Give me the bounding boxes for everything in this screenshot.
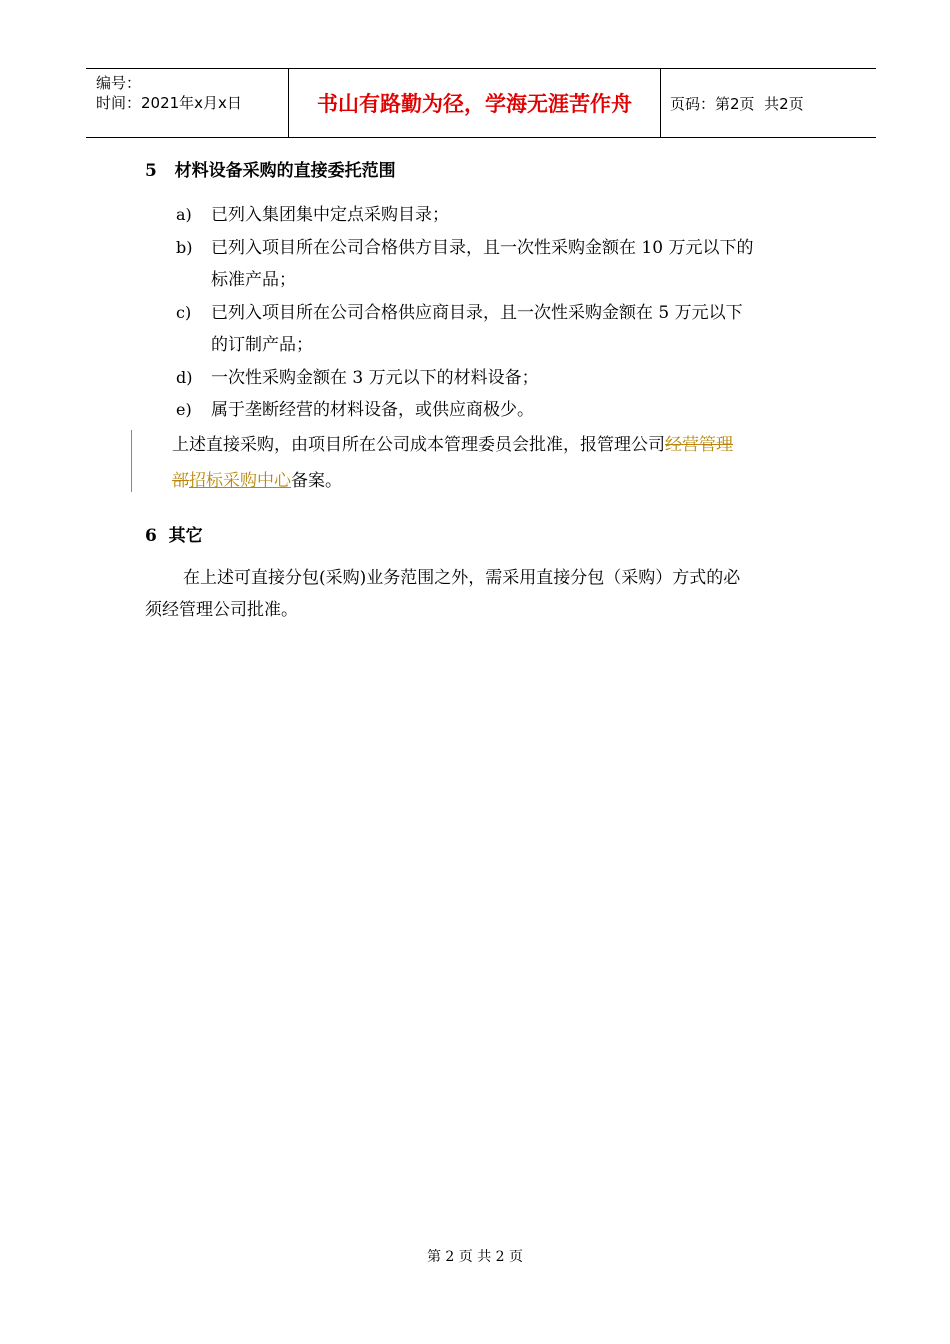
item-b-line1: 已列入项目所在公司合格供方目录，且一次性采购金额在 10 万元以下的	[211, 238, 754, 258]
page-footer: 第 2 页 共 2 页	[426, 1249, 524, 1265]
inserted-text: 招标采购中心	[189, 471, 291, 491]
header-motto: 书山有路勤为径，学海无涯苦作舟	[288, 69, 661, 137]
item-c-line1: 已列入项目所在公司合格供应商目录，且一次性采购金额在 5 万元以下	[211, 303, 743, 323]
section6-paragraph-line1: 在上述可直接分包(采购)业务范围之外，需采用直接分包（采购）方式的必	[183, 568, 741, 588]
item-a-label: a)	[176, 205, 192, 224]
item-d-line1: 一次性采购金额在 3 万元以下的材料设备；	[211, 368, 539, 388]
item-a-line1: 已列入集团集中定点采购目录；	[211, 205, 449, 225]
section5-heading: 5 材料设备采购的直接委托范围	[145, 161, 396, 181]
item-b-label: b)	[176, 238, 193, 257]
header-meta	[86, 69, 288, 137]
header-page-info	[661, 69, 876, 137]
approval-note-line2	[172, 469, 342, 493]
approval-note-text: 上述直接采购，由项目所在公司成本管理委员会批准，报管理公司	[172, 435, 665, 455]
section6-paragraph-line2: 须经管理公司批准。	[145, 600, 298, 620]
item-c-label: c)	[176, 303, 192, 322]
item-d-label: d)	[176, 368, 193, 387]
section6-heading: 6 其它	[145, 526, 203, 546]
deleted-text: 经营管理	[665, 435, 733, 455]
deleted-text-2: 部	[172, 471, 189, 491]
item-e-line1: 属于垄断经营的材料设备，或供应商极少。	[211, 400, 534, 420]
approval-note-tail: 备案。	[291, 471, 342, 491]
approval-note-line1	[172, 433, 733, 457]
header-time-label: 时间：2021年x月x日	[96, 94, 242, 112]
header-number-label: 编号：	[96, 74, 142, 92]
revision-change-bar	[131, 430, 132, 492]
item-c-line2: 的订制产品；	[211, 335, 313, 355]
page-header	[86, 68, 876, 138]
item-b-line2: 标准产品；	[211, 270, 296, 290]
header-page-label: 页码：第2页 共2页	[670, 94, 804, 113]
item-e-label: e)	[176, 400, 192, 419]
